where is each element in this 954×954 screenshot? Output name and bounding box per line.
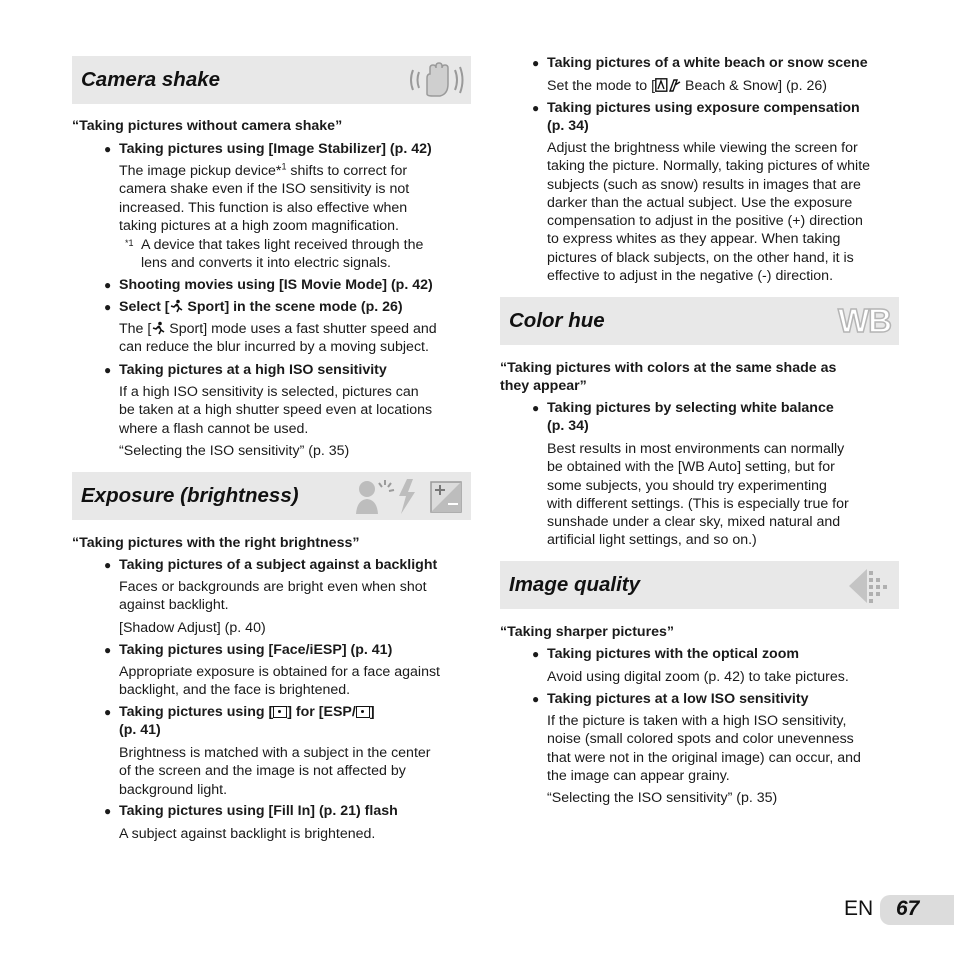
footnote-marker: 1 xyxy=(281,161,287,172)
image-quality-icon xyxy=(847,565,893,607)
image-quality-banner xyxy=(500,561,899,609)
exposure-item-3: ● Taking pictures using [ ] for [ESP/ ] (p. 41) xyxy=(104,704,375,739)
item-label: Taking pictures of a white beach or snow scene xyxy=(547,55,868,71)
camera-shake-title: Camera shake xyxy=(81,68,221,91)
exposure-item-3-body: Brightness is matched with a subject in the center of the screen and the image is not affected by background light. xyxy=(119,745,431,798)
bullet: ● xyxy=(532,401,540,415)
wb-icon: WB xyxy=(838,302,891,339)
footnote-text: A device that takes light received through the lens and converts it into electric signals. xyxy=(141,237,424,272)
white-beach-body: Set the mode to [ Beach & Snow] (p. 26) xyxy=(547,78,827,94)
item-label: Shooting movies using [IS Movie Mode] (p. 42) xyxy=(119,277,433,293)
camera-shake-item-3-body: The [ Sport] mode uses a fast shutter speed and can reduce the blur incurred by a moving subject. xyxy=(119,320,479,357)
image-quality-item-1 xyxy=(532,645,799,663)
body-text: The image pickup device* xyxy=(119,163,282,179)
page-reference: “Selecting the ISO sensitivity” (p. 35) xyxy=(547,790,778,807)
white-beach-item xyxy=(532,54,868,72)
camera-shake-item-2 xyxy=(104,276,433,294)
bullet: ● xyxy=(532,56,540,70)
item-label: Taking pictures at a low ISO sensitivity xyxy=(547,691,809,707)
shaking-hand-icon xyxy=(405,60,465,100)
bullet: ● xyxy=(532,101,540,115)
color-hue-item: ● Taking pictures by selecting white balance (p. 34) xyxy=(532,400,834,435)
exposure-comp-item: ● Taking pictures using exposure compensation (p. 34) xyxy=(532,100,860,135)
exposure-item-4-body: A subject against backlight is brightened. xyxy=(119,826,376,842)
color-hue-subtitle: “Taking pictures with colors at the same shade as they appear” xyxy=(500,360,837,395)
exposure-item-4 xyxy=(104,802,398,820)
bullet: ● xyxy=(104,300,112,314)
bullet: ● xyxy=(104,705,112,719)
bullet: ● xyxy=(532,692,540,706)
bullet: ● xyxy=(104,804,112,818)
exposure-icons xyxy=(355,476,465,518)
bullet: ● xyxy=(104,643,112,657)
footnote-label: *1 xyxy=(125,238,134,248)
exposure-item-1 xyxy=(104,556,437,574)
spot-metering-icon xyxy=(273,706,287,718)
page-reference: “Selecting the ISO sensitivity” (p. 35) xyxy=(119,442,350,459)
footnote xyxy=(125,236,485,276)
exposure-subtitle: “Taking pictures with the right brightness” xyxy=(72,535,360,551)
camera-shake-item-1-body xyxy=(119,162,479,235)
image-quality-title: Image quality xyxy=(509,573,641,596)
image-quality-item-1-body: Avoid using digital zoom (p. 42) to take pictures. xyxy=(547,669,849,685)
language-label: EN xyxy=(844,897,874,920)
page-number: 67 xyxy=(896,897,920,920)
camera-shake-item-4-body: If a high ISO sensitivity is selected, pictures can be taken at a high shutter speed even at locations where a flash cannot be used. “Selecting the ISO sensitivity” (p. 35) xyxy=(119,383,479,460)
body-text: can reduce the blur incurred by a moving subject. xyxy=(119,339,429,356)
beach-snow-icon xyxy=(655,78,681,92)
bullet: ● xyxy=(104,363,112,377)
item-label: Taking pictures of a subject against a backlight xyxy=(119,557,438,573)
exposure-item-1-body: Faces or backgrounds are bright even when shot against backlight. [Shadow Adjust] (p. 40) xyxy=(119,578,479,637)
image-quality-item-2 xyxy=(532,690,809,708)
body-text: increased. This function is also effective when xyxy=(119,199,408,216)
camera-shake-item-3: ● Select [ Sport] in the scene mode (p. 26) xyxy=(104,299,403,315)
bullet: ● xyxy=(104,142,112,156)
camera-shake-item-4 xyxy=(104,361,387,379)
body-text: taking pictures at a high zoom magnification. xyxy=(119,217,399,234)
page-reference: [Shadow Adjust] (p. 40) xyxy=(119,619,266,636)
item-label: Taking pictures at a high ISO sensitivity xyxy=(119,362,387,378)
color-hue-body: Best results in most environments can normally be obtained with the [WB Auto] setting, but for some subjects, you should try experimenting with different settings. (This is especially true for sunshade under a clear sky, mixed natural and artificial light settings, and so on.) xyxy=(547,441,849,549)
item-label: Taking pictures using [Image Stabilizer] (p. 42) xyxy=(119,141,432,157)
page-number-tab xyxy=(880,895,954,925)
color-hue-title: Color hue xyxy=(509,309,605,332)
bullet: ● xyxy=(104,278,112,292)
camera-shake-subtitle: “Taking pictures without camera shake” xyxy=(72,118,343,134)
exposure-title: Exposure (brightness) xyxy=(81,484,299,507)
image-quality-subtitle: “Taking sharper pictures” xyxy=(500,624,674,640)
bullet: ● xyxy=(104,558,112,572)
sport-scene-icon xyxy=(169,299,183,313)
item-label: Taking pictures using [Fill In] (p. 21) flash xyxy=(119,803,398,819)
exposure-item-2-body: Appropriate exposure is obtained for a face against backlight, and the face is brightened. xyxy=(119,664,440,699)
color-hue-banner xyxy=(500,297,899,345)
sport-scene-icon xyxy=(151,321,165,335)
item-label: Taking pictures using [Face/iESP] (p. 41) xyxy=(119,642,393,658)
exposure-comp-body: Adjust the brightness while viewing the screen for taking the picture. Normally, taking pictures of white subjects (such as snow) results in images that are darker than the actual subject. Use the exposure compensation to adjust in the positive (+) direction to express whites as they appear. When taking pictures of black subjects, on the other hand, it is effective to adjust in the negative (-) direction. xyxy=(547,140,871,285)
bullet: ● xyxy=(532,647,540,661)
camera-shake-banner xyxy=(72,56,471,104)
exposure-item-2 xyxy=(104,641,392,659)
camera-shake-item-1 xyxy=(104,140,432,158)
spot-metering-icon xyxy=(356,706,370,718)
image-quality-item-2-body: If the picture is taken with a high ISO sensitivity, noise (small colored spots and color unevenness that were not in the original image) can occur, and the image can appear grainy. “Selecting the ISO sensitivity” (p. 35) xyxy=(547,712,907,807)
exposure-banner xyxy=(72,472,471,520)
body-text: shifts to correct for xyxy=(286,163,408,179)
page-footer xyxy=(844,895,954,925)
item-label: Taking pictures with the optical zoom xyxy=(547,646,799,662)
body-text: camera shake even if the ISO sensitivity is not xyxy=(119,181,410,198)
